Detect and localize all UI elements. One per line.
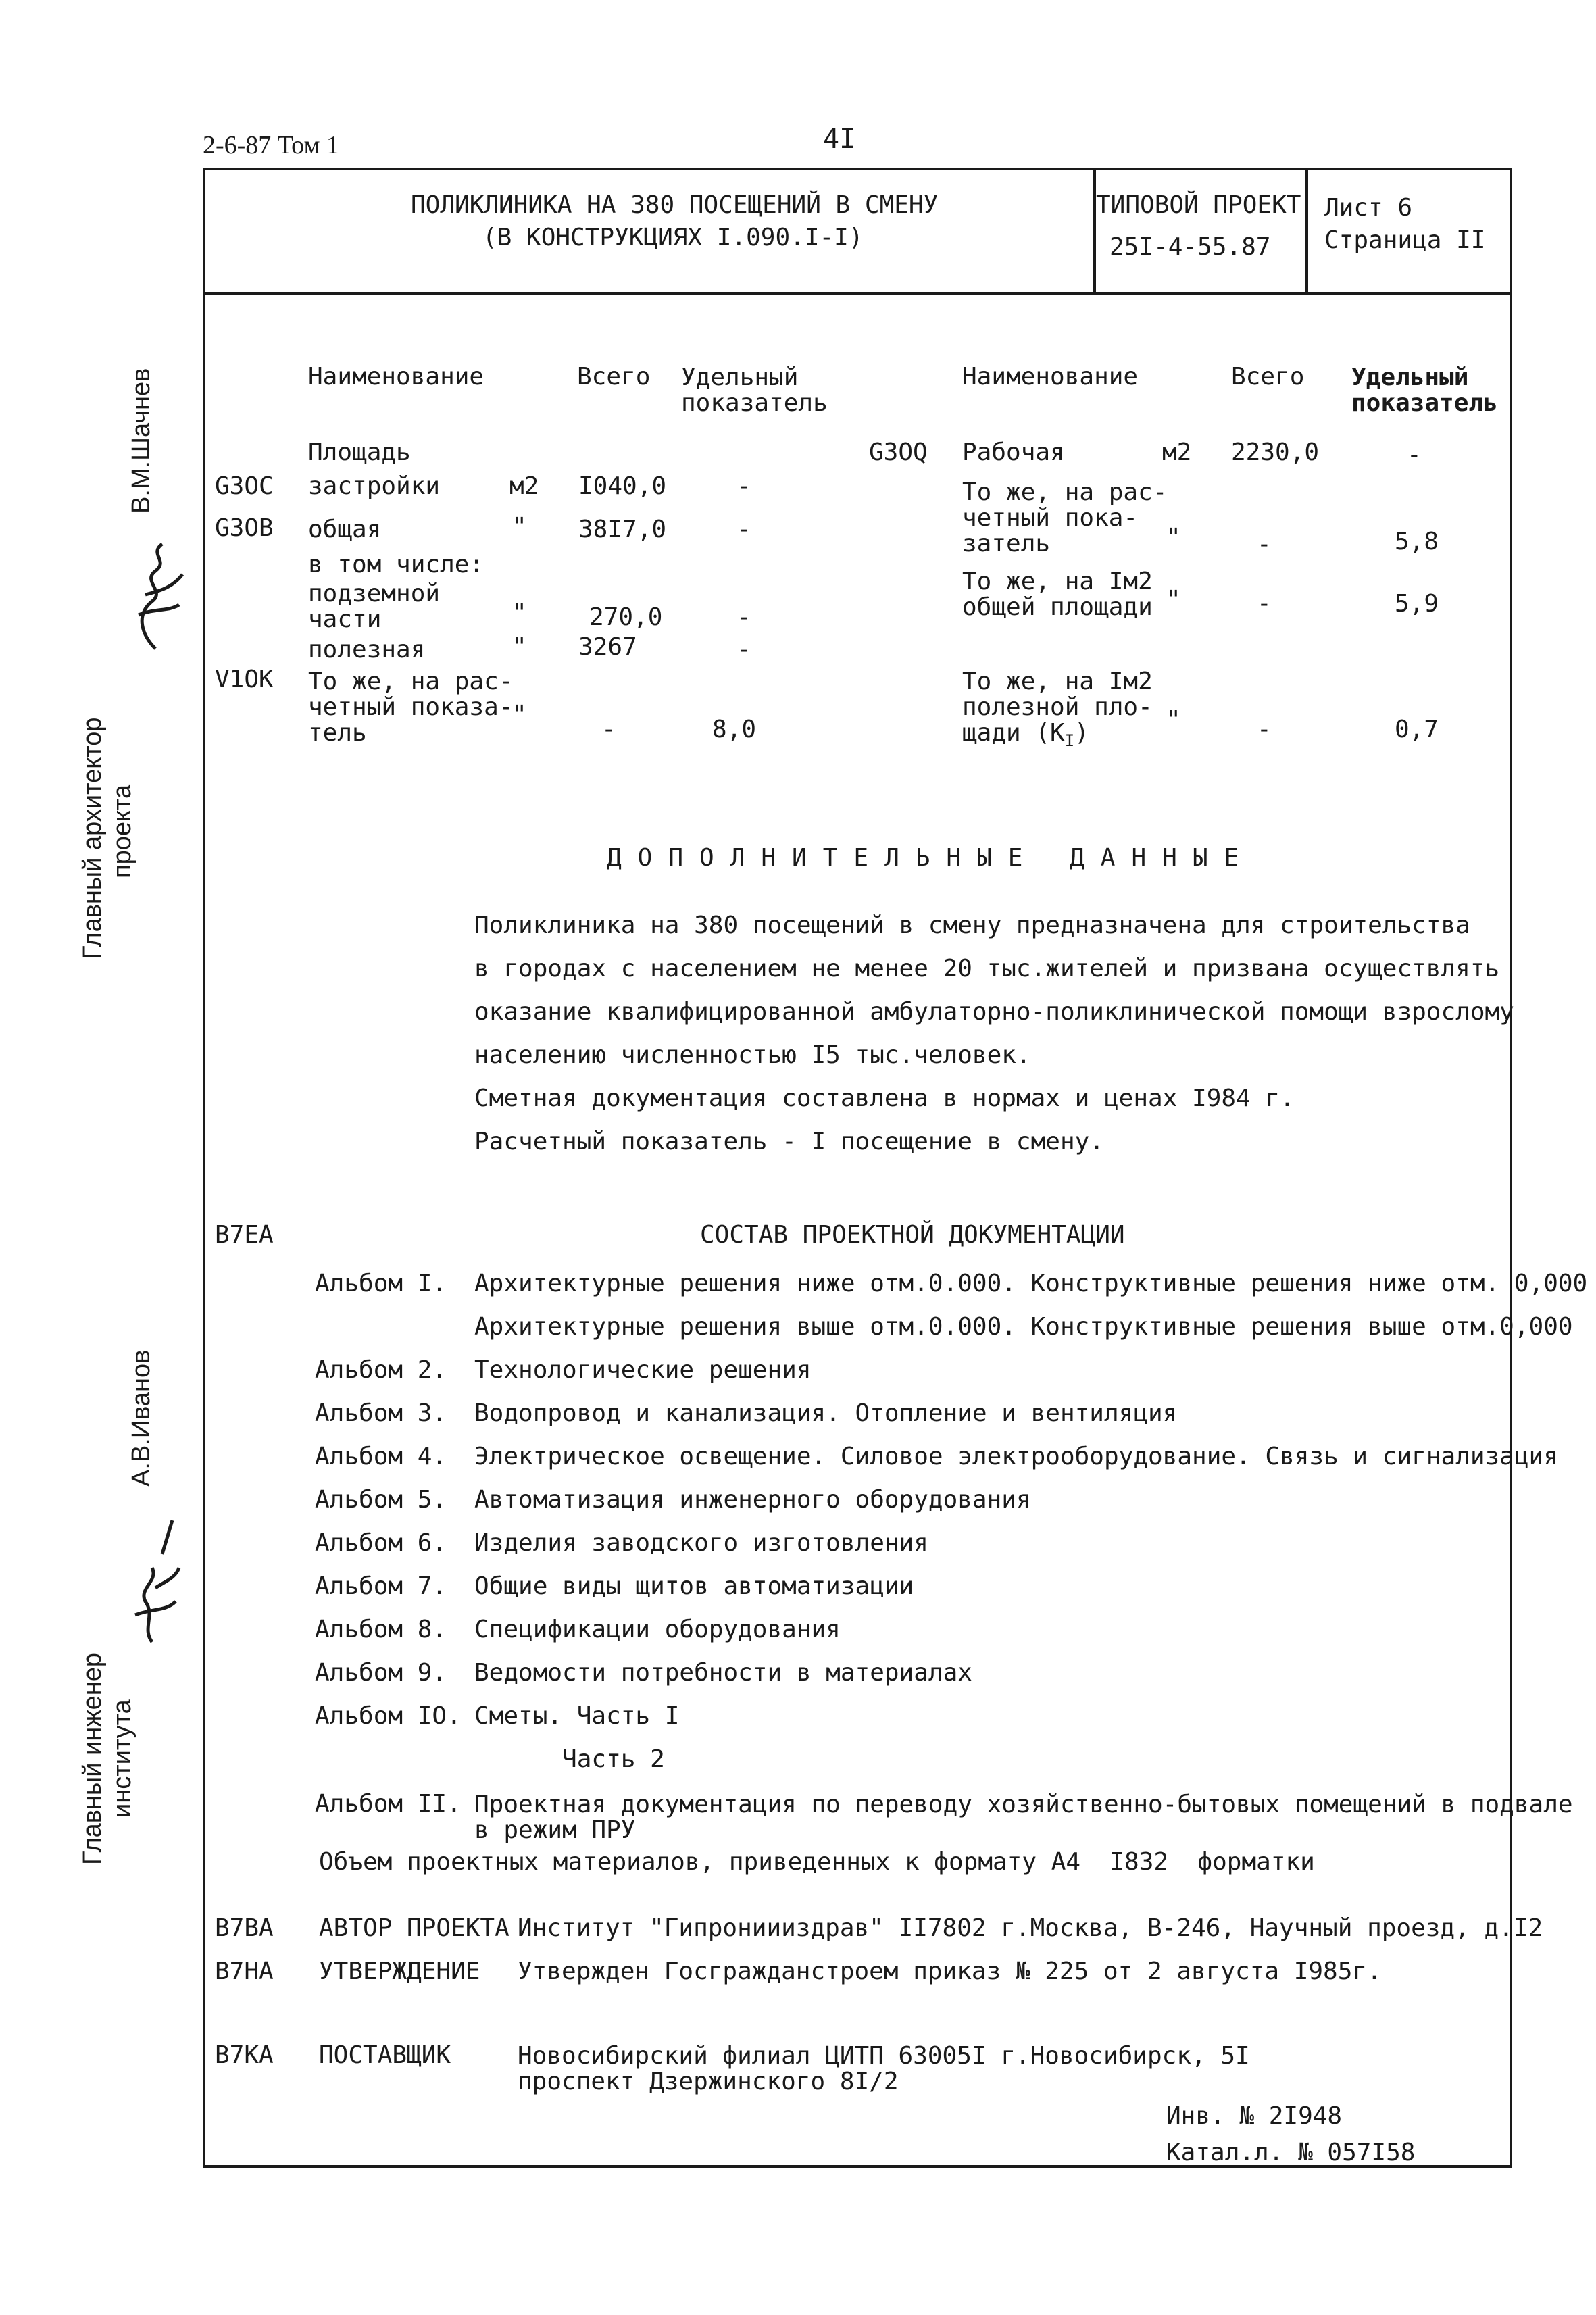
additional-line-3: оказание квалифицированной амбулаторно-поликлинической помощи взрослому <box>474 998 1514 1026</box>
engineer-signature-icon <box>115 1514 189 1649</box>
calc-label-2: четный показа- <box>308 693 514 721</box>
r2-label-2: четный пока- <box>962 503 1139 532</box>
engineer-role2: института <box>108 1699 136 1818</box>
approval-code: B7HA <box>215 1958 274 1985</box>
doc-title-line1: ПОЛИКЛИНИКА НА 380 ПОСЕЩЕНИЙ В СМЕНУ <box>411 191 939 219</box>
approval-text: Утвержден Госгражданстроем приказ № 225 от 2 августа I985г. <box>518 1958 1382 1985</box>
r4-label-3: щади $(К_I)$ <box>962 718 1089 750</box>
album-1-text-2: Архитектурные решения выше отм.0.000. Конструктивные решения выше отм.0,000 <box>474 1313 1573 1341</box>
album-9-label: Альбом 9. <box>315 1659 447 1687</box>
code-v1ok: V1OK <box>215 666 274 693</box>
underground-unit: " <box>512 599 527 627</box>
r4-spec: 0,7 <box>1395 716 1439 743</box>
album-11-label: Альбом II. <box>315 1790 462 1818</box>
r3-total: - <box>1257 590 1272 618</box>
album-2-label: Альбом 2. <box>315 1356 447 1384</box>
useful-label: полезная <box>308 636 426 664</box>
header-specific-left-1: Удельный <box>681 364 799 391</box>
underground-label-2: части <box>308 605 382 633</box>
underground-spec: - <box>737 603 751 631</box>
calc-label <box>308 669 513 745</box>
author-label: АВТОР ПРОЕКТА <box>319 1914 509 1942</box>
album-10-text: Сметы. Часть I <box>474 1702 680 1730</box>
author-text: Институт "Гипрониииздрав" II7802 г.Москва, В-246, Научный проезд, д.I2 <box>518 1914 1543 1942</box>
album-4-label: Альбом 4. <box>315 1443 447 1470</box>
inventory-number: Инв. № 2I948 <box>1166 2102 1343 2130</box>
album-11-text-1: Проектная документация по переводу хозяйственно-бытовых помещений в подвале <box>474 1791 1573 1818</box>
album-10-label: Альбом IO. <box>315 1702 462 1730</box>
album-3-label: Альбом 3. <box>315 1399 447 1427</box>
document-reference: 2-6-87 Том 1 <box>203 131 339 159</box>
engineer-role: Главный инженер <box>78 1652 107 1865</box>
r2-label-1: То же, на рас- <box>962 478 1168 506</box>
composition-code: B7EA <box>215 1221 274 1249</box>
engineer-name: А.В.Иванов <box>127 1349 155 1487</box>
album-11-text <box>474 1792 1573 1843</box>
calc-label-1: То же, на рас- <box>308 668 514 695</box>
area-label: Площадь <box>308 439 411 466</box>
including-label: в том числе: <box>308 551 484 578</box>
calc-label-3: тель <box>308 718 367 747</box>
built-spec: - <box>737 472 751 500</box>
album-7-label: Альбом 7. <box>315 1572 447 1600</box>
total-area-total: 38I7,0 <box>578 516 667 543</box>
header-specific-left-2: показатель <box>681 389 828 417</box>
album-1-label: Альбом I. <box>315 1270 447 1297</box>
album-1-text: Архитектурные решения ниже отм.0.000. Конструктивные решения ниже отм. 0,000 <box>474 1270 1588 1297</box>
r4-label-2: полезной пло- <box>962 693 1153 721</box>
code-g3ob: G3OB <box>215 514 274 542</box>
title-block-vline-2 <box>1305 168 1308 293</box>
album-9-text: Ведомости потребности в материалах <box>474 1659 972 1687</box>
supplier-label: ПОСТАВЩИК <box>319 2041 451 2069</box>
calc-total: - <box>601 716 616 743</box>
r3-label-2: общей площади <box>962 593 1153 621</box>
built-unit: м2 <box>509 472 539 500</box>
r2-unit: " <box>1166 524 1181 551</box>
album-8-text: Спецификации оборудования <box>474 1616 841 1643</box>
header-specific-right-1: Удельный <box>1351 364 1469 391</box>
album-7-text: Общие виды щитов автоматизации <box>474 1572 914 1600</box>
r3-label <box>962 569 1153 620</box>
header-specific-right-2: показатель <box>1351 389 1498 417</box>
additional-line-5: Сметная документация составлена в нормах и ценах I984 г. <box>474 1085 1295 1112</box>
additional-line-4: населению численностью I5 тыс.человек. <box>474 1041 1031 1069</box>
r2-label <box>962 480 1167 556</box>
built-total: I040,0 <box>578 472 667 500</box>
r4-total: - <box>1257 716 1272 743</box>
header-specific-left <box>681 365 828 416</box>
total-area-unit: " <box>512 513 527 541</box>
page-label: Страница II <box>1324 226 1486 254</box>
title-block-divider <box>203 292 1512 295</box>
r2-label-3: затель <box>962 529 1051 557</box>
album-4-text: Электрическое освещение. Силовое электрооборудование. Связь и сигнализация <box>474 1443 1558 1470</box>
r4-unit: " <box>1166 706 1181 734</box>
architect-role2: проекта <box>108 784 136 878</box>
underground-total: 270,0 <box>589 603 663 631</box>
working-label: Рабочая <box>962 439 1065 466</box>
calc-unit: " <box>512 701 527 728</box>
r4-label <box>962 669 1153 749</box>
r3-spec: 5,9 <box>1395 590 1439 618</box>
album-2-text: Технологические решения <box>474 1356 812 1384</box>
architect-name: В.М.Шачнев <box>127 368 155 514</box>
header-total-left: Всего <box>577 363 651 391</box>
additional-heading: ДОПОЛНИТЕЛЬНЫЕ ДАННЫЕ <box>607 844 1255 872</box>
approval-label: УТВЕРЖДЕНИЕ <box>319 1958 480 1985</box>
r4-label-1: То же, на Iм2 <box>962 668 1153 695</box>
doc-title-line2: (В КОНСТРУКЦИЯХ I.090.I-I) <box>482 224 864 251</box>
additional-line-2: в городах с населением не менее 20 тыс.жителей и призвана осуществлять <box>474 955 1500 982</box>
album-10-text-2: Часть 2 <box>474 1745 665 1773</box>
album-6-text: Изделия заводского изготовления <box>474 1529 928 1557</box>
header-name-right: Наименование <box>962 363 1139 391</box>
r2-total: - <box>1257 530 1272 558</box>
working-unit: м2 <box>1162 439 1192 466</box>
working-total: 2230,0 <box>1231 439 1320 466</box>
project-number: 25I-4-55.87 <box>1109 233 1271 261</box>
supplier-code: B7KA <box>215 2041 274 2069</box>
composition-heading: СОСТАВ ПРОЕКТНОЙ ДОКУМЕНТАЦИИ <box>700 1221 1125 1249</box>
catalog-number: Катал.л. № 057I58 <box>1166 2139 1416 2166</box>
header-total-right: Всего <box>1231 363 1305 391</box>
album-8-label: Альбом 8. <box>315 1616 447 1643</box>
total-area-spec: - <box>737 516 751 543</box>
r3-label-1: То же, на Iм2 <box>962 568 1153 595</box>
architect-role: Главный архитектор <box>78 717 107 960</box>
underground-label-1: подземной <box>308 580 441 607</box>
album-6-label: Альбом 6. <box>315 1529 447 1557</box>
sheet-number: Лист 6 <box>1324 194 1413 222</box>
title-block-vline-1 <box>1093 168 1096 293</box>
code-g3oc: G3OC <box>215 472 274 500</box>
architect-signature-icon <box>115 534 189 655</box>
header-specific-right <box>1351 365 1498 416</box>
calc-spec: 8,0 <box>712 716 757 743</box>
author-code: B7BA <box>215 1914 274 1942</box>
r3-unit: " <box>1166 586 1181 614</box>
additional-line-6: Расчетный показатель - I посещение в смену. <box>474 1128 1104 1155</box>
header-name-left: Наименование <box>308 363 484 391</box>
supplier-text-1: Новосибирский филиал ЦИТП 63005I г.Новосибирск, 5I <box>518 2042 1250 2070</box>
underground-label <box>308 581 440 632</box>
code-g3oq: G3OQ <box>869 439 928 466</box>
supplier-text-2: проспект Дзержинского 8I/2 <box>518 2067 899 2095</box>
project-label: ТИПОВОЙ ПРОЕКТ <box>1096 191 1301 219</box>
working-spec: - <box>1407 441 1422 469</box>
useful-unit: " <box>512 633 527 661</box>
album-5-text: Автоматизация инженерного оборудования <box>474 1486 1031 1514</box>
album-11-text-2: в режим ПРУ <box>474 1816 636 1844</box>
additional-line-1: Поликлиника на 380 посещений в смену предназначена для строительства <box>474 912 1470 939</box>
total-area-label: общая <box>308 516 382 543</box>
supplier-text <box>518 2043 1250 2095</box>
volume-line: Объем проектных материалов, приведенных к формату А4 I832 форматки <box>319 1848 1315 1876</box>
album-5-label: Альбом 5. <box>315 1486 447 1514</box>
page-number: 4I <box>823 124 856 155</box>
built-label: застройки <box>308 472 441 500</box>
useful-spec: - <box>737 636 751 664</box>
r2-spec: 5,8 <box>1395 528 1439 555</box>
useful-total: 3267 <box>578 633 637 661</box>
album-3-text: Водопровод и канализация. Отопление и вентиляция <box>474 1399 1178 1427</box>
